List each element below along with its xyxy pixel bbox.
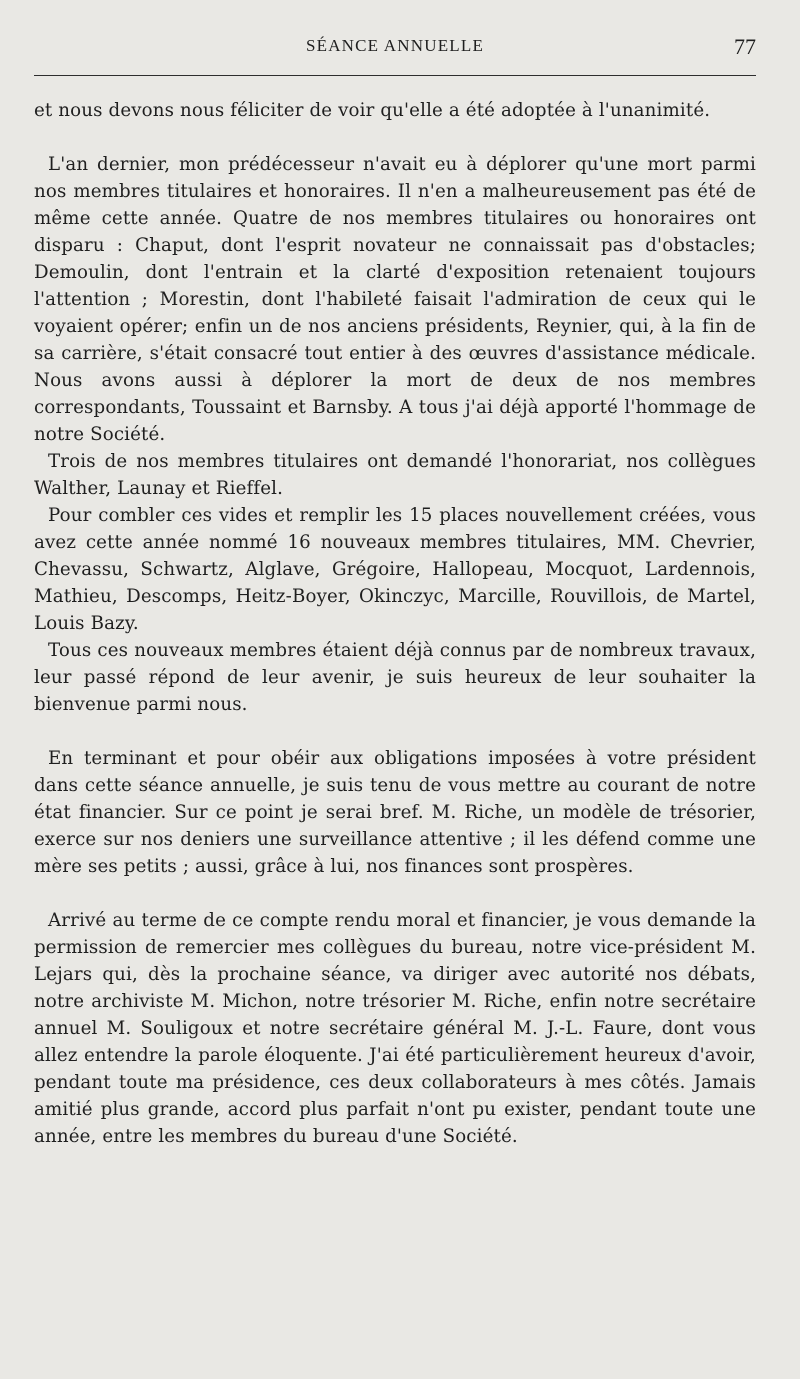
paragraph-finances: En terminant et pour obéir aux obligations imposées à votre président dans cette séance annuelle, je suis tenu de vous mettre au courant de notre état financier. Sur ce point je serai bref. M. Riche, un modèle de trésorier, exerce sur nos deniers une surveillance attentive ; il les défend comme une mère ses petits ; aussi, grâce à lui, nos finances sont prospères. [34, 748, 756, 877]
paragraph-honorariat: Trois de nos membres titulaires ont demandé l'honorariat, nos collègues Walther, Launay et Rieffel. [34, 451, 756, 499]
paragraph-welcome: Tous ces nouveaux membres étaient déjà connus par de nombreux travaux, leur passé répond de leur avenir, je suis heureux de leur souhaiter la bienvenue parmi nous. [34, 640, 756, 715]
body-text [34, 97, 756, 1150]
paragraph-thanks: Arrivé au terme de ce compte rendu moral et financier, je vous demande la permission de remercier mes collègues du bureau, notre vice-président M. Lejars qui, dès la prochaine séance, va diriger avec autorité nos débats, notre archiviste M. Michon, notre trésorier M. Riche, enfin notre secrétaire annuel M. Souligoux et notre secrétaire général M. J.-L. Faure, dont vous allez entendre la parole éloquente. J'ai été particulièrement heureux d'avoir, pendant toute ma présidence, ces deux collaborateurs à mes côtés. Jamais amitié plus grande, accord plus parfait n'ont pu exister, pendant toute une année, entre les membres du bureau d'une Société. [34, 910, 756, 1147]
paragraph-obituaries: L'an dernier, mon prédécesseur n'avait eu à déplorer qu'une mort parmi nos membres titulaires et honoraires. Il n'en a malheureusement pas été de même cette année. Quatre de nos membres titulaires ou honoraires ont disparu : Chaput, dont l'esprit novateur ne connaissait pas d'obstacles; Demoulin, dont l'entrain et la clarté d'exposition retenaient toujours l'attention ; Morestin, dont l'habileté faisait l'admiration de ceux qui le voyaient opérer; enfin un de nos anciens présidents, Reynier, qui, à la fin de sa carrière, s'était consacré tout entier à des œuvres d'assistance médicale. Nous avons aussi à déplorer la mort de deux de nos membres correspondants, Toussaint et Barnsby. A tous j'ai déjà apporté l'hommage de notre Société. [34, 154, 756, 445]
paragraph-continuation: et nous devons nous féliciter de voir qu'elle a été adoptée à l'unanimité. [34, 100, 711, 121]
header-rule [34, 75, 756, 76]
paragraph-new-members: Pour combler ces vides et remplir les 15 places nouvellement créées, vous avez cette année nommé 16 nouveaux membres titulaires, MM. Chevrier, Chevassu, Schwartz, Alglave, Grégoire, Hallopeau, Mocquot, Lardennois, Mathieu, Descomps, Heitz-Boyer, Okinczyc, Marcille, Rouvillois, de Martel, Louis Bazy. [34, 505, 756, 634]
page-number: 77 [734, 34, 756, 59]
running-title: SÉANCE ANNUELLE [305, 36, 485, 55]
running-head [34, 36, 756, 60]
